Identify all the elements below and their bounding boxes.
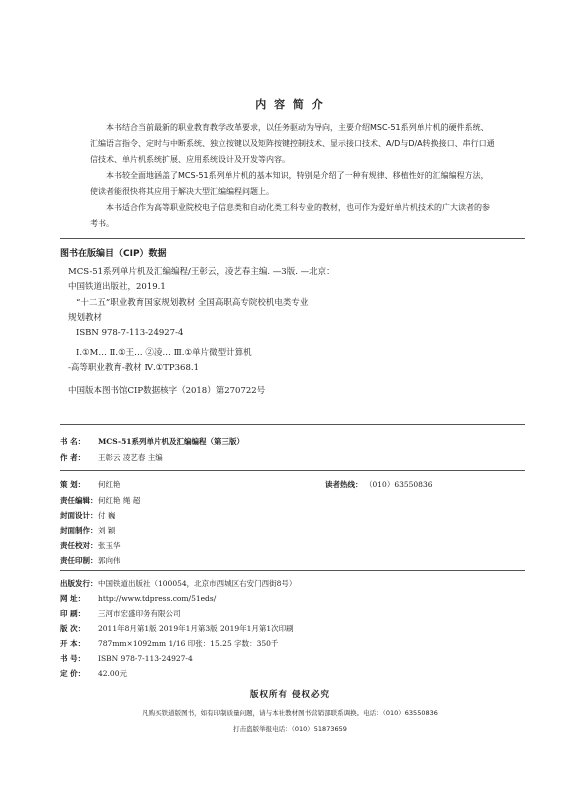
intro-text (90, 120, 495, 232)
cip-line: MCS-51系列单片机及汇编编程/王彰云，凌艺春主编. —3版. —北京： (68, 267, 335, 277)
staff-row: 责任印制：郭向伟 (60, 556, 121, 565)
cip-heading: 图书在版编目（CIP）数据 (60, 249, 167, 259)
book-author: 作 者： 王彰云 凌艺春 主编 (60, 453, 163, 462)
intro-title: 内 容 简 介 (255, 98, 325, 111)
pub-row: 印 刷： 三河市宏盛印务有限公司 (60, 609, 181, 618)
cip-line: -高等职业教育-教材 Ⅳ.①TP368.1 (68, 363, 199, 373)
intro-paragraph: 本书适合作为高等职业院校电子信息类和自动化类工科专业的教材，也可作为爱好单片机技术的广大读者的参考书。 (90, 203, 490, 228)
cip-line: 中国版本图书馆CIP数据核字（2018）第270722号 (68, 386, 266, 396)
pub-row: 出版发行：中国铁道出版社（100054，北京市西城区右安门西街8号） (60, 579, 297, 588)
staff-row: 封面制作：刘 颖 (60, 526, 116, 535)
intro-paragraph: 本书结合当前最新的职业教育教学改革要求，以任务驱动为导向，主要介绍MSC-51系列单片机的硬件系统、汇编语言指令、定时与中断系统、独立按键以及矩阵按键控制技术、显示接口技术、A/D与D/A转换接口、串行口通信技术、单片机系统扩展、应用系统设计及开发等内容。 (90, 123, 495, 164)
hotline: 读者热线： （010）63550836 (325, 480, 433, 489)
pub-row: 书 号： ISBN 978-7-113-24927-4 (60, 654, 193, 663)
staff-row: 责任编辑：何红艳 绳 超 (60, 496, 141, 505)
copyright-title: 版权所有 侵权必究 (250, 690, 330, 700)
staff-row: 封面设计：付 巍 (60, 511, 116, 520)
staff-row: 策 划： 何红艳 (60, 480, 121, 489)
piracy-hotline: 打击盗版举报电话：（010）51873659 (233, 725, 347, 733)
staff-row: 责任校对：张玉华 (60, 541, 121, 550)
cip-line: “十二五”职业教育国家规划教材 全国高职高专院校机电类专业 (76, 298, 309, 308)
divider (60, 424, 525, 425)
pub-row: 定 价： 42.00元 (60, 669, 127, 678)
cip-line: 规划教材 (68, 313, 103, 323)
divider (60, 238, 525, 239)
pub-row: 开 本： 787mm×1092mm 1/16 印张：15.25 字数：350千 (60, 639, 279, 648)
intro-paragraph: 本书较全面地涵盖了MCS-51系列单片机的基本知识，特别是介绍了一种有规律、移植性好的汇编编程方法，使读者能很快将其应用于解决大型汇编编程问题上。 (90, 171, 489, 196)
copyright-notice: 凡购买铁道版图书，如有印制质量问题，请与本社教材图书营销部联系调换。电话：（010）63550836 (142, 709, 438, 717)
cip-line: 中国铁道出版社，2019.1 (68, 282, 166, 292)
pub-row: 网 址： http://www.tdpress.com/51eds/ (60, 594, 217, 603)
book-title: 书 名： MCS-51系列单片机及汇编编程（第三版） (60, 437, 245, 446)
pub-row: 版 次： 2011年8月第1版 2019年1月第3版 2019年1月第1次印刷 (60, 624, 294, 633)
cip-line: Ⅰ.①M… Ⅱ.①王… ②凌… Ⅲ.①单片微型计算机 (76, 348, 252, 358)
divider (60, 470, 525, 471)
cip-line: ISBN 978-7-113-24927-4 (76, 328, 184, 338)
divider (60, 570, 525, 571)
